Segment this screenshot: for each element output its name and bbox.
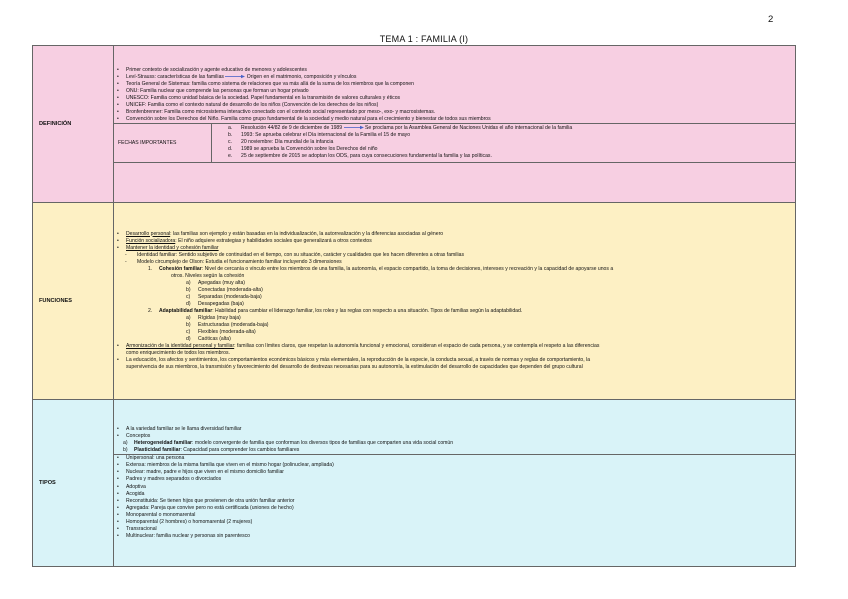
- list-item: d. 1989 se aprueba la Convención sobre los Derechos del niño: [228, 146, 378, 153]
- list-item: • Mantener la identidad y cohesión familiar: [117, 245, 795, 252]
- tipos-label: TIPOS: [33, 400, 114, 567]
- list-item: • Padres y madres separados o divorciados: [117, 476, 795, 483]
- definicion-label: DEFINICIÓN: [33, 46, 114, 203]
- list-item: • Homoparental (2 hombres) o homomarental (2 mujeres): [117, 519, 795, 526]
- list-item: c) Separadas (moderada-baja): [186, 293, 262, 300]
- funciones-content: [114, 203, 796, 400]
- list-item: a. Resolución 44/82 de 9 de diciembre de 1989 Se proclama por la Asamblea General de Naciones Unidas el año internacional de la familia: [228, 125, 573, 132]
- list-item: • A la variedad familiar se le llama diversidad familiar: [117, 426, 795, 433]
- list-item: • Monoparental o monomarental: [117, 512, 795, 519]
- list-item: b) Estructuradas (moderada-baja): [186, 322, 269, 329]
- list-item: • UNICEF: Familia como el contexto natural de desarrollo de los niños (Convención de los derechos de los niños): [117, 102, 795, 109]
- funciones-label: FUNCIONES: [33, 203, 114, 400]
- list-item: • Reconstituida: Se tienen hijos que provienen de otra unión familiar anterior: [117, 498, 795, 505]
- right-arrow-icon: [344, 125, 364, 130]
- definicion-content: [114, 46, 796, 203]
- list-item: • Adoptiva: [117, 484, 795, 491]
- list-item: d) Desapegadas (baja): [186, 301, 244, 307]
- list-item: • ONU: Familia nuclear que comprende las personas que forman un hogar privado: [117, 88, 795, 95]
- list-item-continuation: como enriquecimiento de todos los miembros.: [126, 350, 230, 357]
- list-item: e. 25 de septiembre de 2015 se adoptan los ODS, para cuya consecuciones fundamental la familia y las políticas.: [228, 153, 492, 160]
- fechas-list: [212, 124, 795, 162]
- list-item: • Leví-Strauss: características de las familias Origen en el matrimonio, composición y vínculos: [117, 74, 795, 81]
- list-item: • Desarrollo personal: las familias son ejemplo y están basadas en la individualización, la autorrealización y la diferencias asociadas al género: [117, 231, 795, 238]
- list-item: b) Conectadas (moderada-alta): [186, 286, 263, 293]
- page-title: TEMA 1 : FAMILIA (I): [379, 34, 469, 44]
- list-item: • Conceptos: [117, 433, 795, 440]
- list-item: • Armonización de la identidad personal y familiar: familias con límites claros, que respetan la autonomía funcional y emocional, consideran el espacio de cada persona, y se contempla el respeto a las diferencias: [117, 343, 795, 350]
- list-item-continuation: otros. Niveles según la cohesión: [171, 272, 245, 279]
- list-item: a) Rígidas (muy baja): [186, 315, 241, 322]
- funciones-row: [33, 203, 796, 400]
- fechas-importantes: [114, 123, 795, 163]
- list-item: 1. Cohesión familiar: Nivel de cercanía o vínculo entre los miembros de una familia, la autonomía, el espacio compartido, la toma de decisiones, intereses y recreación y la capacidad de apoyarse unos a: [148, 265, 614, 272]
- tipos-row: [33, 400, 796, 567]
- page-number: 2: [768, 14, 774, 25]
- list-item: • Agregada: Pareja que convive pero no está certificada (uniones de hecho): [117, 505, 795, 512]
- list-item: • Bronfenbrenner: Familia como microsistema interactivo conectado con el contexto social representado por meso-, exo- y macrosistemas.: [117, 109, 795, 116]
- list-item: c) Flexibles (moderada-alta): [186, 329, 256, 336]
- list-item: • Convención sobre los Derechos del Niño. Familia como grupo fundamental de la sociedad y medio natural para el crecimiento y bienestar de todos sus miembros: [117, 116, 795, 123]
- fechas-label: FECHAS IMPORTANTES: [114, 124, 212, 162]
- list-item: • Teoría General de Sistemas: familia como sistema de relaciones que va más allá de la suma de los miembros que la componen: [117, 81, 795, 88]
- list-item: - Modelo circumplejo de Olson: Estudia el funcionamiento familiar incluyendo 3 dimensiones: [125, 258, 342, 265]
- list-item: d) Caóticas (alta): [186, 336, 231, 343]
- definicion-row: [33, 46, 796, 203]
- list-item: 2. Adaptabilidad familiar: Habilidad para cambiar el liderazgo familiar, los roles y las reglas con respecto a una situación. Tipos de familias según la adaptabilidad.: [148, 308, 523, 315]
- list-item: - Identidad familiar: Sentido subjetivo de continuidad en el tiempo, con su situación, carácter y cualidades que les hacen diferentes a otras familias: [125, 251, 465, 258]
- list-item: c. 20 noviembre: Día mundial de la infancia: [228, 139, 334, 146]
- list-item: a) Heterogeneidad familiar: modelo convergente de familia que conforman los diversos tipos de familias que comparten una vida social común: [123, 440, 454, 447]
- list-item: • Multinuclear: familia nuclear y personas sin parentesco: [117, 533, 795, 540]
- list-item: • Acogida: [117, 491, 795, 498]
- list-item: b) Plasticidad familiar: Capacidad para comprender los cambios familiares: [114, 447, 795, 455]
- list-item: • Función socializadora: El niño adquiere estrategias y habilidades sociales que generalizará a otros contextos: [117, 238, 795, 245]
- list-item: a) Apegadas (muy alta): [186, 279, 246, 286]
- list-item: • Primer contexto de socialización y agente educativo de menores y adolescentes: [117, 67, 795, 74]
- family-table: [32, 45, 796, 567]
- list-item: • Extensa: miembros de la misma familia que viven en el mismo hogar (polinuclear, ampliada): [117, 462, 795, 469]
- list-item: • Unipersonal: una persona: [117, 455, 795, 462]
- list-item: • La educación, los afectos y sentimientos, los comportamientos económicos básicos y más elementales, la reproducción de la especie, la conducta sexual, a través de normas y reglas de comportamiento, la: [117, 357, 795, 364]
- right-arrow-icon: [225, 74, 245, 79]
- list-item-continuation: supervivencia de sus miembros, la transmisión y favorecimiento del desarrollo de destrezas necesarias para su autonomía, la estimulación del desarrollo de capacidades que dependen del grupo cultural: [126, 364, 583, 371]
- list-item: • Nuclear: madre, padre e hijos que viven en el mismo domicilio familiar: [117, 469, 795, 476]
- definicion-list: [114, 67, 795, 123]
- tipos-content: [114, 400, 796, 567]
- list-item: b. 1993: Se aprueba celebrar el Día internacional de la Familia el 15 de mayo: [228, 132, 411, 139]
- list-item: • Transracional: [117, 526, 795, 533]
- list-item: • UNESCO: Familia como unidad básica de la sociedad. Papel fundamental en la transmisión de valores culturales y éticos: [117, 95, 795, 102]
